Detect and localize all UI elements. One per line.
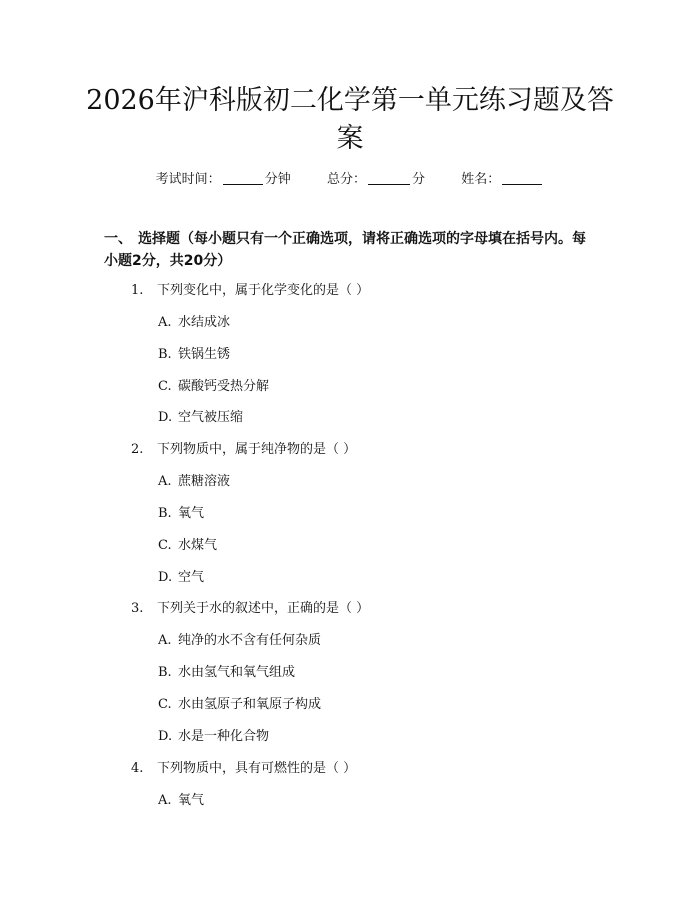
question-1-option-d [158,409,243,427]
option-text: 空气被压缩 [178,410,244,425]
section-heading-text: 选择题（每小题只有一个正确选项，请将正确选项的字母填在括号内。每小题2分，共20分） [104,231,586,269]
option-label: D. [158,729,173,744]
title-line-2: 案 [336,123,364,154]
time-label: 考试时间： [155,172,221,187]
question-text: 下列物质中，具有可燃性的是（ ） [157,761,357,776]
option-label: A. [158,315,172,330]
option-text: 水结成冰 [178,315,231,330]
question-number: 1. [131,283,144,298]
question-2 [131,441,356,459]
question-3 [131,600,369,618]
question-2-option-d [158,569,204,587]
option-text: 纯净的水不含有任何杂质 [178,633,322,648]
option-label: B. [158,347,172,362]
option-text: 水是一种化合物 [178,729,270,744]
option-label: C. [158,697,172,712]
option-text: 碳酸钙受热分解 [178,379,270,394]
question-number: 3. [131,601,144,616]
option-label: C. [158,379,172,394]
option-label: D. [158,570,173,585]
question-number: 4. [131,761,144,776]
option-label: A. [158,474,172,489]
question-2-option-c [158,537,217,555]
option-text: 蔗糖溶液 [178,474,231,489]
option-text: 氧气 [178,793,205,808]
score-label: 总分： [326,172,366,187]
question-1-option-b [158,346,230,364]
option-text: 铁锅生锈 [178,347,231,362]
question-text: 下列变化中，属于化学变化的是（ ） [157,283,370,298]
question-1-option-a [158,314,230,332]
score-unit: 分 [412,172,426,187]
name-label: 姓名： [461,172,501,187]
question-number: 2. [131,442,144,457]
question-1-option-c [158,378,269,396]
option-text: 氧气 [178,506,205,521]
option-label: B. [158,506,172,521]
option-text: 水由氢原子和氧原子构成 [178,697,322,712]
question-4-option-a [158,792,204,810]
question-3-option-c [158,696,321,714]
option-text: 空气 [178,570,205,585]
question-text: 下列物质中，属于纯净物的是（ ） [157,442,357,457]
title-line-1: 2026年沪科版初二化学第一单元练习题及答 [86,85,614,116]
question-4 [131,760,356,778]
question-text: 下列关于水的叙述中，正确的是（ ） [157,601,370,616]
question-3-option-a [158,632,321,650]
section-number: 一、 [104,231,132,247]
question-3-option-b [158,664,295,682]
option-label: C. [158,538,172,553]
option-label: A. [158,633,172,648]
question-2-option-b [158,505,204,523]
time-unit: 分钟 [264,172,291,187]
option-text: 水煤气 [178,538,218,553]
question-3-option-d [158,728,269,746]
question-2-option-a [158,473,230,491]
option-label: B. [158,665,172,680]
option-text: 水由氢气和氧气组成 [178,665,296,680]
question-1 [131,282,369,300]
option-label: A. [158,793,172,808]
option-label: D. [158,410,173,425]
